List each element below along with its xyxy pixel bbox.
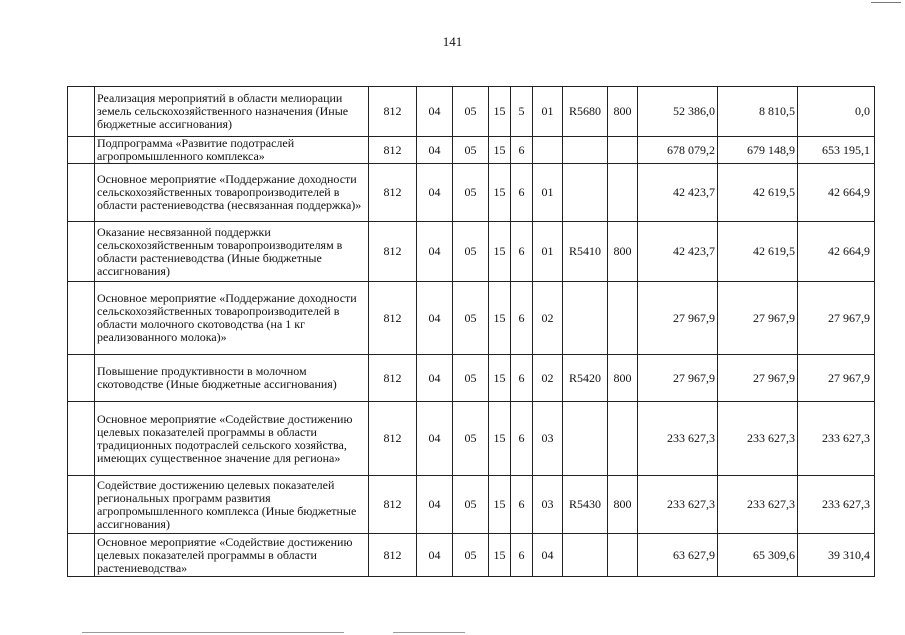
subsection-code-cell: 05 bbox=[453, 137, 489, 164]
program-code-cell: 15 bbox=[489, 355, 511, 402]
subsection-code-cell: 05 bbox=[453, 402, 489, 476]
program-code-cell: 15 bbox=[489, 164, 511, 222]
item-name-cell: Основное мероприятие «Содействие достижению целевых показателей программы в области растениеводства» bbox=[95, 534, 369, 577]
amount-year3-cell: 27 967,9 bbox=[798, 282, 875, 355]
table-row bbox=[68, 355, 875, 402]
blank-cell bbox=[68, 87, 95, 137]
program-code-cell: 15 bbox=[489, 87, 511, 137]
blank-cell bbox=[68, 355, 95, 402]
subprogram-code-cell: 6 bbox=[511, 534, 533, 577]
scan-artifact bbox=[393, 632, 465, 633]
amount-year3-cell: 39 310,4 bbox=[798, 534, 875, 577]
amount-year3-cell: 233 627,3 bbox=[798, 476, 875, 534]
ministry-code-cell: 812 bbox=[369, 402, 417, 476]
subsection-code-cell: 05 bbox=[453, 164, 489, 222]
item-name-cell: Реализация мероприятий в области мелиорации земель сельскохозяйственного назначения (Иные бюджетные ассигнования) bbox=[95, 87, 369, 137]
section-code-cell: 04 bbox=[417, 402, 453, 476]
ministry-code-cell: 812 bbox=[369, 137, 417, 164]
expense-type-cell bbox=[608, 137, 638, 164]
amount-year3-cell: 42 664,9 bbox=[798, 164, 875, 222]
subprogram-code-cell: 6 bbox=[511, 164, 533, 222]
ministry-code-cell: 812 bbox=[369, 476, 417, 534]
section-code-cell: 04 bbox=[417, 164, 453, 222]
table-row bbox=[68, 534, 875, 577]
scan-artifact bbox=[82, 632, 344, 633]
amount-year2-cell: 65 309,6 bbox=[718, 534, 798, 577]
event-code-cell: 03 bbox=[533, 476, 563, 534]
section-code-cell: 04 bbox=[417, 137, 453, 164]
page-number: 141 bbox=[442, 34, 463, 49]
amount-year3-cell: 0,0 bbox=[798, 87, 875, 137]
program-code-cell: 15 bbox=[489, 402, 511, 476]
budget-table bbox=[67, 86, 875, 577]
event-code-cell bbox=[533, 137, 563, 164]
section-code-cell: 04 bbox=[417, 222, 453, 282]
table-row bbox=[68, 164, 875, 222]
amount-year2-cell: 27 967,9 bbox=[718, 355, 798, 402]
amount-year2-cell: 8 810,5 bbox=[718, 87, 798, 137]
target-article-cell: R5680 bbox=[563, 87, 608, 137]
subprogram-code-cell: 6 bbox=[511, 137, 533, 164]
target-article-cell bbox=[563, 164, 608, 222]
amount-year3-cell: 27 967,9 bbox=[798, 355, 875, 402]
item-name-cell: Основное мероприятие «Поддержание доходности сельскохозяйственных товаропроизводителей в области молочного скотоводства (на 1 кг реализованного молока)» bbox=[95, 282, 369, 355]
subsection-code-cell: 05 bbox=[453, 534, 489, 577]
subprogram-code-cell: 6 bbox=[511, 222, 533, 282]
expense-type-cell: 800 bbox=[608, 476, 638, 534]
amount-year2-cell: 27 967,9 bbox=[718, 282, 798, 355]
subsection-code-cell: 05 bbox=[453, 87, 489, 137]
target-article-cell: R5420 bbox=[563, 355, 608, 402]
amount-year3-cell: 653 195,1 bbox=[798, 137, 875, 164]
expense-type-cell bbox=[608, 534, 638, 577]
section-code-cell: 04 bbox=[417, 282, 453, 355]
event-code-cell: 04 bbox=[533, 534, 563, 577]
expense-type-cell: 800 bbox=[608, 222, 638, 282]
amount-year2-cell: 42 619,5 bbox=[718, 222, 798, 282]
event-code-cell: 01 bbox=[533, 222, 563, 282]
expense-type-cell: 800 bbox=[608, 355, 638, 402]
amount-year1-cell: 42 423,7 bbox=[638, 164, 718, 222]
subsection-code-cell: 05 bbox=[453, 355, 489, 402]
ministry-code-cell: 812 bbox=[369, 222, 417, 282]
target-article-cell bbox=[563, 534, 608, 577]
amount-year2-cell: 233 627,3 bbox=[718, 476, 798, 534]
event-code-cell: 03 bbox=[533, 402, 563, 476]
subprogram-code-cell: 6 bbox=[511, 355, 533, 402]
amount-year1-cell: 52 386,0 bbox=[638, 87, 718, 137]
section-code-cell: 04 bbox=[417, 87, 453, 137]
subprogram-code-cell: 5 bbox=[511, 87, 533, 137]
program-code-cell: 15 bbox=[489, 282, 511, 355]
table-row bbox=[68, 402, 875, 476]
subsection-code-cell: 05 bbox=[453, 476, 489, 534]
ministry-code-cell: 812 bbox=[369, 87, 417, 137]
table-row bbox=[68, 137, 875, 164]
event-code-cell: 01 bbox=[533, 87, 563, 137]
amount-year1-cell: 27 967,9 bbox=[638, 355, 718, 402]
item-name-cell: Содействие достижению целевых показателей региональных программ развития агропромышленного комплекса (Иные бюджетные ассигнования) bbox=[95, 476, 369, 534]
amount-year1-cell: 678 079,2 bbox=[638, 137, 718, 164]
table-row bbox=[68, 282, 875, 355]
section-code-cell: 04 bbox=[417, 534, 453, 577]
target-article-cell bbox=[563, 282, 608, 355]
expense-type-cell bbox=[608, 164, 638, 222]
program-code-cell: 15 bbox=[489, 137, 511, 164]
subsection-code-cell: 05 bbox=[453, 282, 489, 355]
event-code-cell: 02 bbox=[533, 282, 563, 355]
program-code-cell: 15 bbox=[489, 222, 511, 282]
target-article-cell: R5410 bbox=[563, 222, 608, 282]
item-name-cell: Основное мероприятие «Содействие достижению целевых показателей программы в области традиционных подотраслей сельского хозяйства, имеющих существенное значение для региона» bbox=[95, 402, 369, 476]
scan-mark bbox=[871, 2, 901, 3]
table-row bbox=[68, 222, 875, 282]
amount-year3-cell: 42 664,9 bbox=[798, 222, 875, 282]
table-row bbox=[68, 87, 875, 137]
amount-year1-cell: 42 423,7 bbox=[638, 222, 718, 282]
item-name-cell: Оказание несвязанной поддержки сельскохозяйственным товаропроизводителям в области растениеводства (Иные бюджетные ассигнования) bbox=[95, 222, 369, 282]
subprogram-code-cell: 6 bbox=[511, 402, 533, 476]
subprogram-code-cell: 6 bbox=[511, 476, 533, 534]
amount-year2-cell: 679 148,9 bbox=[718, 137, 798, 164]
ministry-code-cell: 812 bbox=[369, 282, 417, 355]
ministry-code-cell: 812 bbox=[369, 164, 417, 222]
section-code-cell: 04 bbox=[417, 355, 453, 402]
ministry-code-cell: 812 bbox=[369, 534, 417, 577]
program-code-cell: 15 bbox=[489, 534, 511, 577]
blank-cell bbox=[68, 282, 95, 355]
blank-cell bbox=[68, 137, 95, 164]
item-name-cell: Подпрограмма «Развитие подотраслей агропромышленного комплекса» bbox=[95, 137, 369, 164]
subprogram-code-cell: 6 bbox=[511, 282, 533, 355]
amount-year1-cell: 233 627,3 bbox=[638, 402, 718, 476]
amount-year1-cell: 233 627,3 bbox=[638, 476, 718, 534]
event-code-cell: 01 bbox=[533, 164, 563, 222]
target-article-cell bbox=[563, 137, 608, 164]
section-code-cell: 04 bbox=[417, 476, 453, 534]
target-article-cell bbox=[563, 402, 608, 476]
blank-cell bbox=[68, 476, 95, 534]
amount-year1-cell: 63 627,9 bbox=[638, 534, 718, 577]
program-code-cell: 15 bbox=[489, 476, 511, 534]
blank-cell bbox=[68, 402, 95, 476]
blank-cell bbox=[68, 534, 95, 577]
item-name-cell: Повышение продуктивности в молочном скотоводстве (Иные бюджетные ассигнования) bbox=[95, 355, 369, 402]
item-name-cell: Основное мероприятие «Поддержание доходности сельскохозяйственных товаропроизводителей в области растениеводства (несвязанная поддержка)» bbox=[95, 164, 369, 222]
expense-type-cell: 800 bbox=[608, 87, 638, 137]
expense-type-cell bbox=[608, 282, 638, 355]
blank-cell bbox=[68, 222, 95, 282]
target-article-cell: R5430 bbox=[563, 476, 608, 534]
expense-type-cell bbox=[608, 402, 638, 476]
table-row bbox=[68, 476, 875, 534]
amount-year2-cell: 42 619,5 bbox=[718, 164, 798, 222]
subsection-code-cell: 05 bbox=[453, 222, 489, 282]
amount-year2-cell: 233 627,3 bbox=[718, 402, 798, 476]
blank-cell bbox=[68, 164, 95, 222]
ministry-code-cell: 812 bbox=[369, 355, 417, 402]
amount-year1-cell: 27 967,9 bbox=[638, 282, 718, 355]
event-code-cell: 02 bbox=[533, 355, 563, 402]
amount-year3-cell: 233 627,3 bbox=[798, 402, 875, 476]
